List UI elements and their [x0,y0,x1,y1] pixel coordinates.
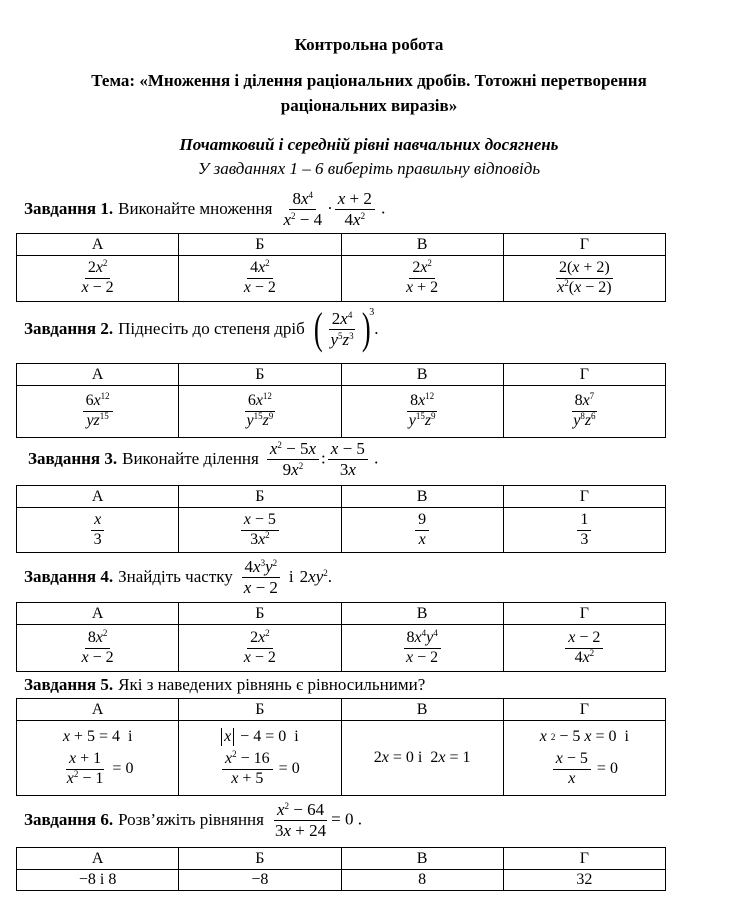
task-2-option-a[interactable]: $\frac{6x^{12}}{yz^{15}}$ [17,386,179,438]
task-3-expression: $\frac{x^2 - 5x}{9x^2}$ : $\frac{x - 5}{3x}$ . [265,439,379,480]
task-1-answers [16,233,666,302]
task-4-option-c[interactable]: $\frac{8x^4y^4}{x - 2}$ [341,625,503,672]
task-5-option-c[interactable]: 2x = 0 і 2x = 1 [341,721,503,796]
option-c-header: В [341,486,503,508]
option-c-header: В [341,699,503,721]
option-a-header: А [17,848,179,870]
task-2-text: Піднесіть до степеня дріб [118,319,305,338]
option-c-header: В [341,364,503,386]
task-4-text: Знайдіть частку [118,567,233,587]
option-c-header: В [341,234,503,256]
task-4-expression: $\frac{4x^3y^2}{x - 2}$ [239,557,283,598]
task-5-label: Завдання 5. [24,675,114,694]
task-5-text: Які з наведених рівнянь є рівносильними? [118,675,426,694]
task-6-label: Завдання 6. [24,810,114,830]
option-c-header: В [341,603,503,625]
task-3-option-a[interactable]: $\frac{x}{3}$ [17,508,179,553]
task-4 [24,557,332,598]
option-d-header: Г [503,234,665,256]
option-a-header: А [17,364,179,386]
option-b-header: Б [179,364,341,386]
task-3-answers [16,485,666,553]
task-2 [24,304,379,353]
option-b-header: Б [179,234,341,256]
option-c-header: В [341,848,503,870]
task-6-option-b[interactable]: −8 [179,870,341,891]
task-6-option-c[interactable]: 8 [341,870,503,891]
task-1-label: Завдання 1. [24,199,114,219]
option-a-header: А [17,234,179,256]
task-3 [28,439,378,480]
task-4-divisor: $2xy^2$. [299,567,332,587]
option-d-header: Г [503,486,665,508]
document-title: Контрольна робота [294,35,444,54]
task-3-option-b[interactable]: $\frac{x - 5}{3x^2}$ [179,508,341,553]
option-b-header: Б [179,486,341,508]
level-heading: Початковий і середній рівні навчальних досягнень [179,135,559,154]
task-1-option-c[interactable]: $\frac{2x^2}{x + 2}$ [341,256,503,302]
task-4-option-b[interactable]: $\frac{2x^2}{x - 2}$ [179,625,341,672]
option-d-header: Г [503,699,665,721]
task-1-text: Виконайте множення [118,199,273,219]
topic-line-2: раціональних виразів» [280,96,458,115]
task-3-option-d[interactable]: $\frac{1}{3}$ [503,508,665,553]
task-6-answers [16,847,666,891]
task-5-answers [16,698,666,796]
instruction: У завданнях 1 – 6 виберіть правильну відповідь [197,159,541,178]
task-1-option-d[interactable]: $\frac{2(x + 2)}{x^2(x - 2)}$ [503,256,665,302]
option-d-header: Г [503,848,665,870]
task-2-expression: ( $\frac{2x^4}{y^5z^3}$ ) 3 . [313,304,379,353]
option-d-header: Г [503,603,665,625]
topic-line-1: Тема: «Множення і ділення раціональних дробів. Тотожні перетворення [91,71,647,90]
task-2-label: Завдання 2. [24,319,114,338]
task-4-option-d[interactable]: $\frac{x - 2}{4x^2}$ [503,625,665,672]
task-1-option-a[interactable]: $\frac{2x^2}{x - 2}$ [17,256,179,302]
task-6 [24,800,362,841]
task-5 [24,675,425,695]
task-3-label: Завдання 3. [28,449,118,469]
option-a-header: А [17,486,179,508]
task-6-expression: $\frac{x^2 - 64}{3x + 24}$ = 0 . [274,800,362,840]
task-1 [24,189,385,230]
task-6-option-a[interactable]: −8 і 8 [17,870,179,891]
task-6-text: Розв’яжіть рівняння [118,810,264,830]
task-6-option-d[interactable]: 32 [503,870,665,891]
task-4-option-a[interactable]: $\frac{8x^2}{x - 2}$ [17,625,179,672]
task-4-conj: і [288,567,294,587]
task-1-expression: $\frac{8x^4}{x^2 - 4}$ · $\frac{x + 2}{4x^2}$ . [283,189,386,229]
task-1-option-b[interactable]: $\frac{4x^2}{x - 2}$ [179,256,341,302]
option-a-header: А [17,603,179,625]
task-4-answers [16,602,666,672]
option-b-header: Б [179,603,341,625]
option-a-header: А [17,699,179,721]
task-5-option-b[interactable]: x − 4 = 0 і $\frac{x^2 - 16}{x + 5}$ = 0 [179,721,341,796]
option-b-header: Б [179,699,341,721]
option-b-header: Б [179,848,341,870]
task-2-option-c[interactable]: $\frac{8x^{12}}{y^{15}z^9}$ [341,386,503,438]
task-2-answers [16,363,666,438]
task-3-text: Виконайте ділення [122,449,259,469]
option-d-header: Г [503,364,665,386]
task-3-option-c[interactable]: $\frac{9}{x}$ [341,508,503,553]
task-2-option-b[interactable]: $\frac{6x^{12}}{y^{15}z^9}$ [179,386,341,438]
task-2-option-d[interactable]: $\frac{8x^7}{y^8z^6}$ [503,386,665,438]
task-5-option-a[interactable]: x + 5 = 4 і $\frac{x + 1}{x^2 - 1}$ = 0 [17,721,179,796]
task-5-option-d[interactable]: x 2 − 5 x = 0 і $\frac{x - 5}{x}$ = 0 [503,721,665,796]
task-4-label: Завдання 4. [24,567,114,587]
